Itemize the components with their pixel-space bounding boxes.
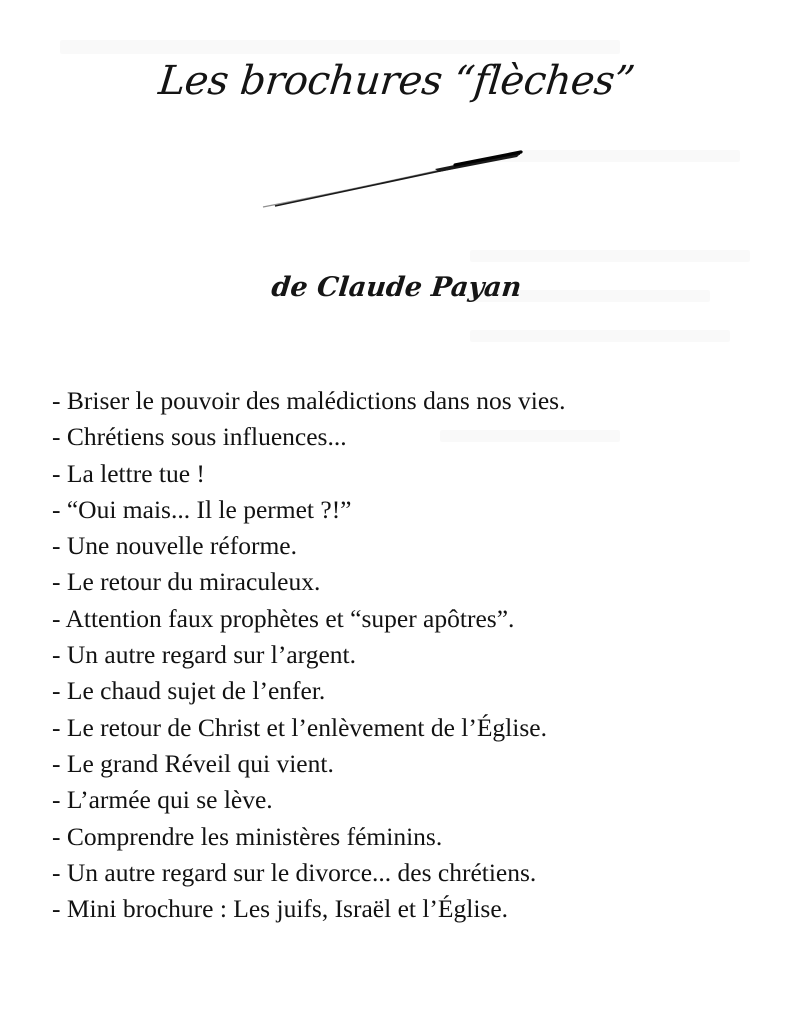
list-item: - L’armée qui se lève. [52,785,273,815]
page-title: Les brochures “flèches” [156,58,637,104]
list-item: - Un autre regard sur le divorce... des chrétiens. [52,857,537,887]
list-item: - Un autre regard sur l’argent. [52,640,356,670]
list-item: - Comprendre les ministères féminins. [52,821,443,851]
list-item: - Briser le pouvoir des malédictions dans nos vies. [52,386,566,415]
list-item: - Attention faux prophètes et “super apôtres”. [52,603,515,633]
scan-artifact [470,330,730,342]
scan-artifact [60,40,620,54]
list-item: - Le retour du miraculeux. [52,567,321,597]
list-item: - Mini brochure : Les juifs, Israël et l’Église. [52,894,509,924]
list-item: - “Oui mais... Il le permet ?!” [52,494,352,524]
author-line: de Claude Payan [270,272,523,303]
list-item: - Le grand Réveil qui vient. [52,748,334,778]
list-item: - Le chaud sujet de l’enfer. [52,676,326,706]
list-item: - Une nouvelle réforme. [52,531,297,561]
list-item: - Chrétiens sous influences... [52,422,347,452]
arrow-divider-icon [255,145,535,215]
list-item: - Le retour de Christ et l’enlèvement de l’Église. [52,712,547,742]
scan-artifact [470,250,750,262]
list-item: - La lettre tue ! [52,458,205,488]
brochure-list [52,383,772,927]
